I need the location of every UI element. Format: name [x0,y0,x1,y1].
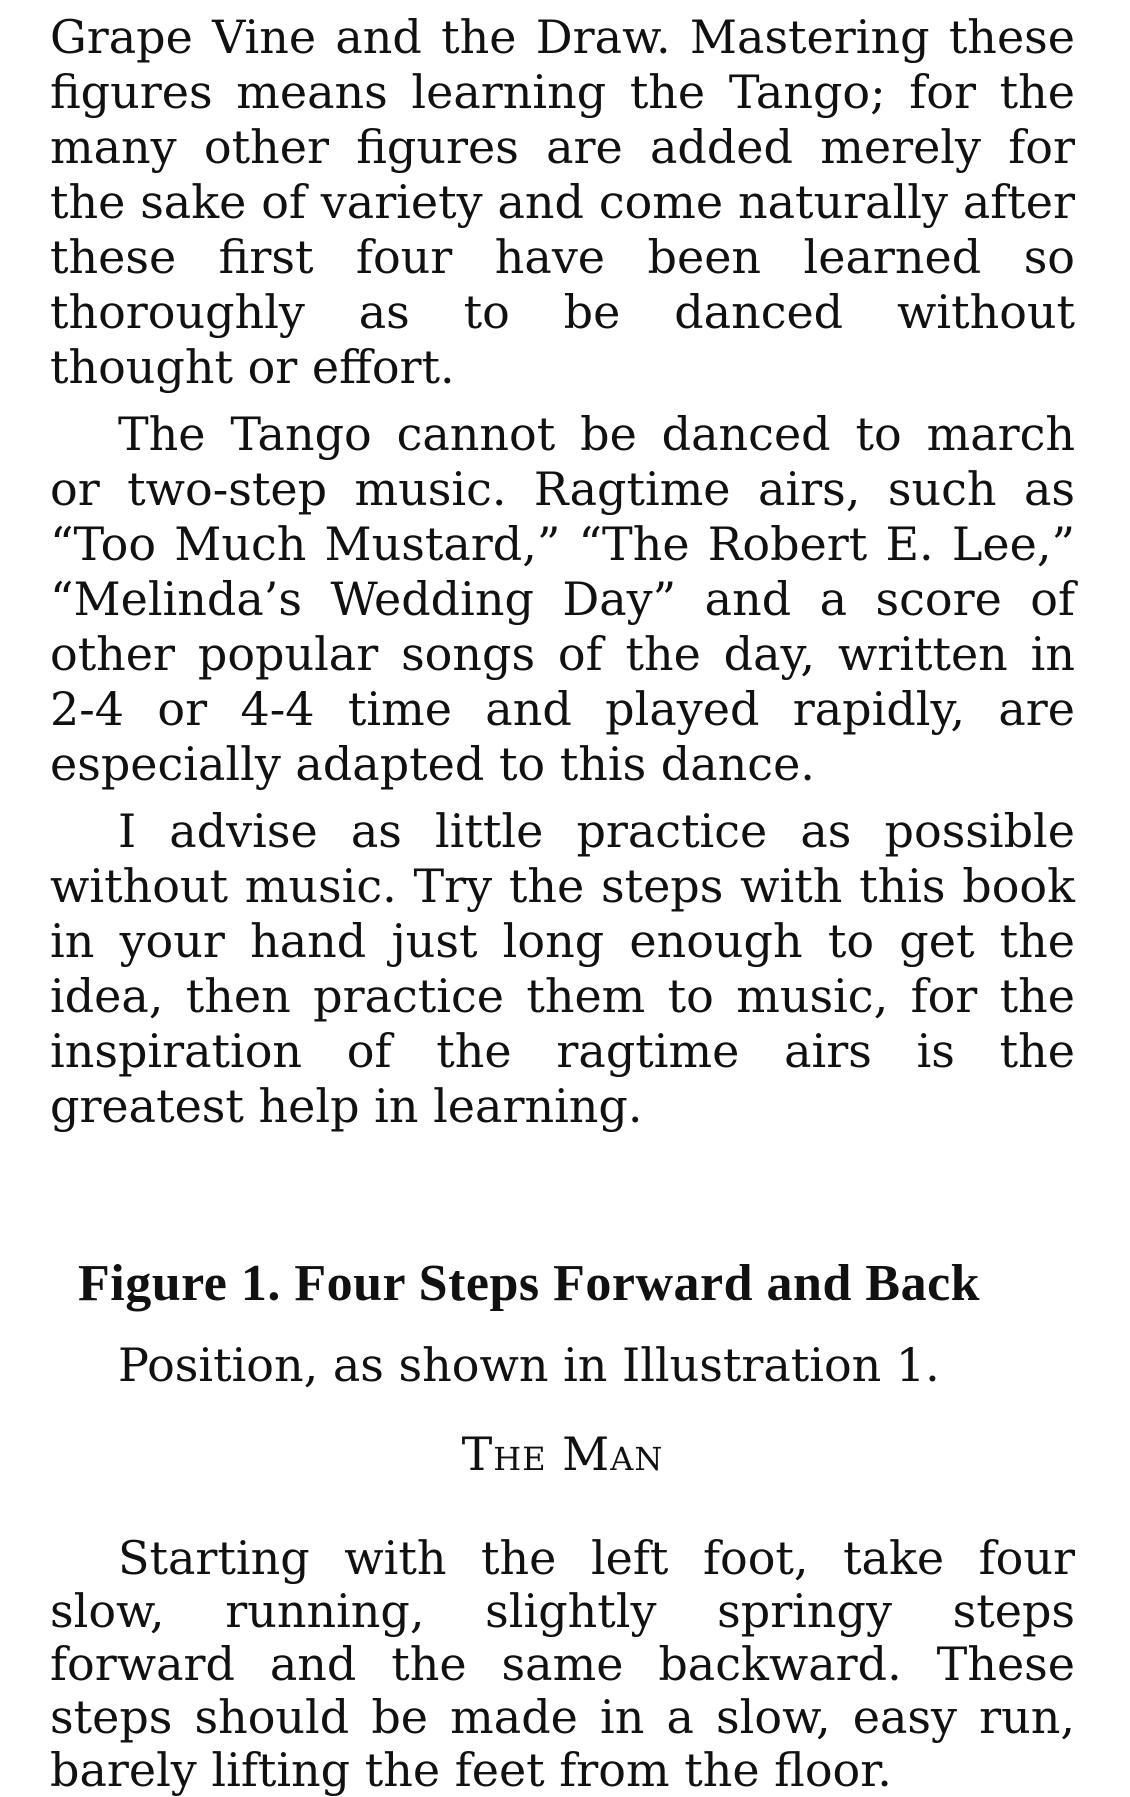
paragraph-steps-description: Starting with the left foot, take four slow, running, slightly springy steps forward and the same backward. These steps should be made in a slow, easy run, barely lifting the feet from the floor. [50,1531,1075,1797]
subheading-the-man: The Man [461,1427,664,1481]
book-page [50,10,1075,1797]
position-note: Position, as shown in Illustration 1. [118,1338,940,1392]
paragraph-grape-vine: Grape Vine and the Draw. Mastering these figures means learning the Tango; for the many other figures are added merely for the sake of variety and come naturally after these first four have been learned so thoroughly as to be danced without thought or effort. [50,10,1075,394]
paragraph-tango-music: The Tango cannot be danced to march or two-step music. Ragtime airs, such as “Too Much Mustard,” “The Robert E. Lee,” “Melinda’s Wedding Day” and a score of other popular songs of the day, written in 2-4 or 4-4 time and played rapidly, are especially adapted to this dance. [50,407,1075,791]
paragraph-practice-advice: I advise as little practice as possible without music. Try the steps with this book in your hand just long enough to get the idea, then practice them to music, for the inspiration of the ragtime airs is the greatest help in learning. [50,804,1075,1133]
figure-heading: Figure 1. Four Steps Forward and Back [78,1255,981,1312]
